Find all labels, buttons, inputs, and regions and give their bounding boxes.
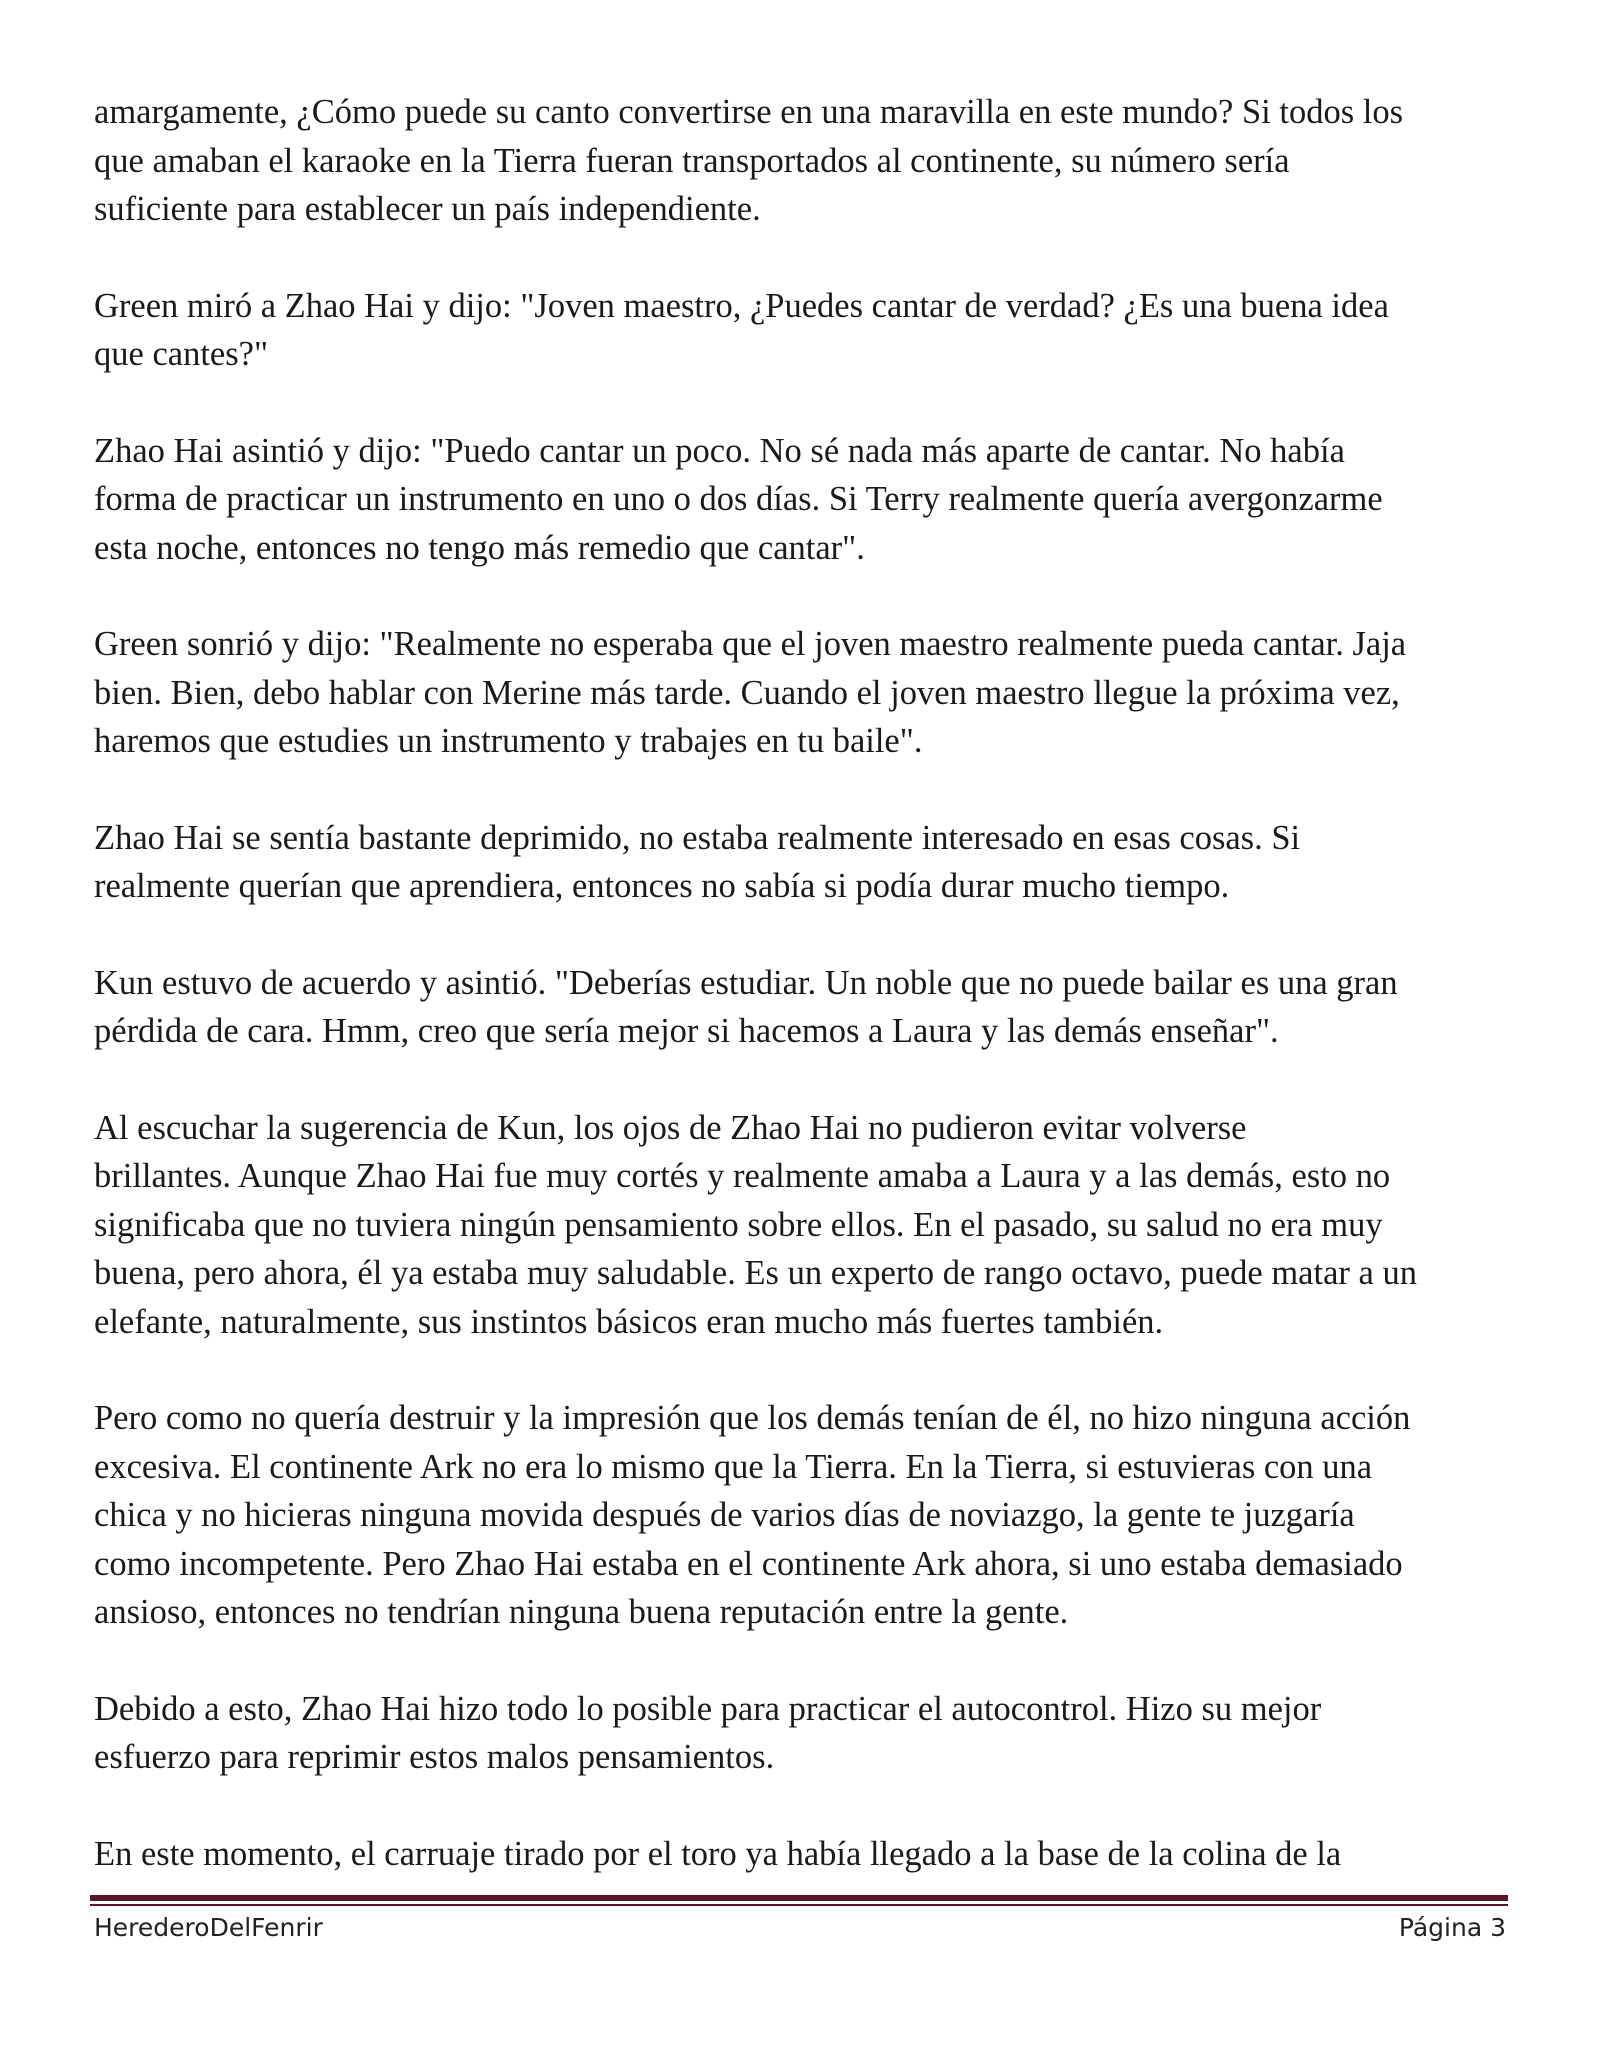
text-line: Debido a esto, Zhao Hai hizo todo lo posible para practicar el autocontrol. Hizo su mejor xyxy=(94,1689,1322,1728)
page-number: Página 3 xyxy=(1398,1913,1506,1942)
text-line: amargamente, ¿Cómo puede su canto convertirse en una maravilla en este mundo? Si todos los xyxy=(94,93,1404,131)
paragraph xyxy=(94,620,1524,766)
text-line: buena, pero ahora, él ya estaba muy saludable. Es un experto de rango octavo, puede matar a un xyxy=(94,1254,1417,1292)
paragraph xyxy=(94,959,1524,1056)
text-line: Green sonrió y dijo: "Realmente no esperaba que el joven maestro realmente pueda cantar. Jaja xyxy=(94,625,1407,663)
body-text xyxy=(94,88,1524,1926)
text-line: que amaban el karaoke en la Tierra fueran transportados al continente, su número sería xyxy=(94,141,1290,180)
paragraph xyxy=(94,1104,1524,1347)
text-line: esfuerzo para reprimir estos malos pensamientos. xyxy=(94,1738,775,1776)
text-line: En este momento, el carruaje tirado por el toro ya había llegado a la base de la colina de la xyxy=(94,1834,1342,1873)
footer-author: HerederoDelFenrir xyxy=(94,1913,323,1942)
paragraph xyxy=(94,1685,1524,1782)
text-line: Kun estuvo de acuerdo y asintió. "Deberías estudiar. Un noble que no puede bailar es una gran xyxy=(94,963,1398,1002)
text-line: excesiva. El continente Ark no era lo mismo que la Tierra. En la Tierra, si estuvieras con una xyxy=(94,1447,1373,1486)
text-line: pérdida de cara. Hmm, creo que sería mejor si hacemos a Laura y las demás enseñar". xyxy=(94,1012,1279,1050)
text-line: Zhao Hai asintió y dijo: "Puedo cantar un poco. No sé nada más aparte de cantar. No había xyxy=(94,431,1345,470)
footer-rule-thick xyxy=(90,1895,1508,1901)
text-line: brillantes. Aunque Zhao Hai fue muy cortés y realmente amaba a Laura y a las demás, esto no xyxy=(94,1157,1391,1195)
text-line: Zhao Hai se sentía bastante deprimido, no estaba realmente interesado en esas cosas. Si xyxy=(94,818,1301,857)
text-line: chica y no hicieras ninguna movida después de varios días de noviazgo, la gente te juzgaría xyxy=(94,1496,1355,1534)
paragraph xyxy=(94,88,1524,234)
text-line: Pero como no quería destruir y la impresión que los demás tenían de él, no hizo ninguna acción xyxy=(94,1399,1411,1437)
paragraph xyxy=(94,1830,1524,1879)
text-line: Green miró a Zhao Hai y dijo: "Joven maestro, ¿Puedes cantar de verdad? ¿Es una buena idea xyxy=(94,286,1389,325)
text-line: haremos que estudies un instrumento y trabajes en tu baile". xyxy=(94,722,923,760)
text-line: como incompetente. Pero Zhao Hai estaba en el continente Ark ahora, si uno estaba demasiado xyxy=(94,1544,1403,1583)
text-line: esta noche, entonces no tengo más remedio que cantar". xyxy=(94,528,865,567)
paragraph xyxy=(94,814,1524,911)
text-line: realmente querían que aprendiera, entonces no sabía si podía durar mucho tiempo. xyxy=(94,867,1230,905)
text-line: que cantes?" xyxy=(94,335,269,373)
text-line: suficiente para establecer un país independiente. xyxy=(94,190,761,228)
paragraph xyxy=(94,1394,1524,1637)
text-line: bien. Bien, debo hablar con Merine más tarde. Cuando el joven maestro llegue la próxima vez, xyxy=(94,673,1400,712)
text-line: forma de practicar un instrumento en uno o dos días. Si Terry realmente quería avergonzarme xyxy=(94,480,1383,518)
text-line: ansioso, entonces no tendrían ninguna buena reputación entre la gente. xyxy=(94,1593,1069,1631)
footer-rule-thin xyxy=(90,1904,1508,1906)
text-line: significaba que no tuviera ningún pensamiento sobre ellos. En el pasado, su salud no era muy xyxy=(94,1205,1383,1244)
paragraph xyxy=(94,427,1524,573)
text-line: Al escuchar la sugerencia de Kun, los ojos de Zhao Hai no pudieron evitar volverse xyxy=(94,1108,1247,1147)
text-line: elefante, naturalmente, sus instintos básicos eran mucho más fuertes también. xyxy=(94,1302,1164,1341)
paragraph xyxy=(94,282,1524,379)
